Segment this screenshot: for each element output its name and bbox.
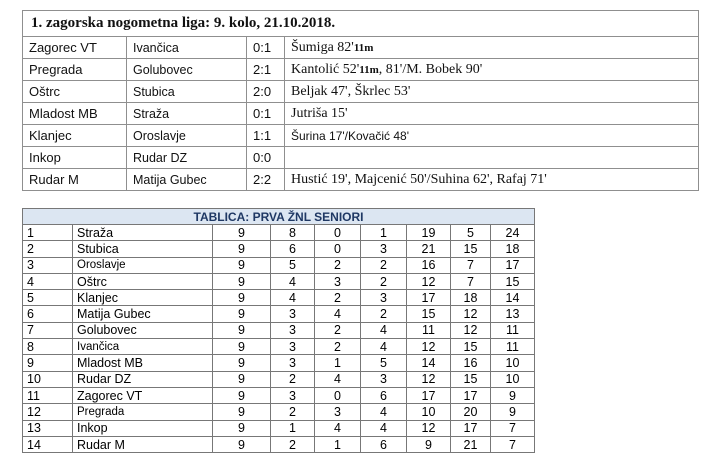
standings-row [23, 306, 535, 322]
wins-cell: 2 [271, 371, 315, 387]
club-name: Inkop [73, 420, 213, 436]
points-cell: 7 [491, 420, 535, 436]
home-team: Oštrc [23, 81, 127, 103]
goals-for-cell: 12 [407, 371, 451, 387]
match-row [23, 81, 699, 103]
club-name: Mladost MB [73, 355, 213, 371]
rank-cell: 8 [23, 339, 73, 355]
wins-cell: 3 [271, 387, 315, 403]
home-team: Inkop [23, 147, 127, 169]
rank-cell: 7 [23, 322, 73, 338]
rank-cell: 3 [23, 257, 73, 273]
match-row [23, 37, 699, 59]
results-table [22, 10, 699, 191]
standings-row [23, 355, 535, 371]
losses-cell: 3 [361, 371, 407, 387]
losses-cell: 4 [361, 404, 407, 420]
home-team: Rudar M [23, 169, 127, 191]
club-name: Oštrc [73, 273, 213, 289]
standings-row [23, 371, 535, 387]
goals-for-cell: 9 [407, 436, 451, 452]
club-name: Zagorec VT [73, 387, 213, 403]
played-cell: 9 [213, 257, 271, 273]
results-title-row [23, 11, 699, 37]
match-row [23, 125, 699, 147]
points-cell: 10 [491, 371, 535, 387]
goals-for-cell: 19 [407, 225, 451, 241]
rank-cell: 4 [23, 273, 73, 289]
played-cell: 9 [213, 273, 271, 289]
club-name: Pregrada [73, 404, 213, 420]
wins-cell: 3 [271, 355, 315, 371]
wins-cell: 6 [271, 241, 315, 257]
played-cell: 9 [213, 436, 271, 452]
played-cell: 9 [213, 241, 271, 257]
home-team: Pregrada [23, 59, 127, 81]
rank-cell: 1 [23, 225, 73, 241]
played-cell: 9 [213, 290, 271, 306]
scorers-text: Kantolić 52' [291, 61, 360, 77]
draws-cell: 2 [315, 257, 361, 273]
match-score: 2:2 [247, 169, 285, 191]
match-row [23, 169, 699, 191]
played-cell: 9 [213, 322, 271, 338]
draws-cell: 2 [315, 339, 361, 355]
draws-cell: 4 [315, 306, 361, 322]
home-team: Mladost MB [23, 103, 127, 125]
goals-against-cell: 7 [451, 273, 491, 289]
goals-against-cell: 15 [451, 241, 491, 257]
away-team: Rudar DZ [127, 147, 247, 169]
played-cell: 9 [213, 339, 271, 355]
goals-for-cell: 12 [407, 339, 451, 355]
goals-against-cell: 16 [451, 355, 491, 371]
draws-cell: 0 [315, 241, 361, 257]
match-scorers [285, 147, 699, 169]
away-team: Golubovec [127, 59, 247, 81]
draws-cell: 0 [315, 225, 361, 241]
losses-cell: 2 [361, 257, 407, 273]
match-scorers [285, 37, 699, 59]
goals-against-cell: 12 [451, 306, 491, 322]
goals-for-cell: 15 [407, 306, 451, 322]
match-score: 2:0 [247, 81, 285, 103]
standings-table [22, 208, 535, 453]
match-score: 0:1 [247, 37, 285, 59]
club-name: Oroslavje [73, 257, 213, 273]
rank-cell: 9 [23, 355, 73, 371]
goals-against-cell: 20 [451, 404, 491, 420]
club-name: Klanjec [73, 290, 213, 306]
goals-for-cell: 17 [407, 387, 451, 403]
match-scorers: Šurina 17'/Kovačić 48' [285, 125, 699, 147]
points-cell: 17 [491, 257, 535, 273]
match-scorers: Jutriša 15' [285, 103, 699, 125]
points-cell: 15 [491, 273, 535, 289]
goals-against-cell: 17 [451, 387, 491, 403]
match-score: 0:0 [247, 147, 285, 169]
standings-row [23, 420, 535, 436]
played-cell: 9 [213, 387, 271, 403]
rank-cell: 13 [23, 420, 73, 436]
standings-row [23, 273, 535, 289]
match-row [23, 59, 699, 81]
losses-cell: 2 [361, 273, 407, 289]
goals-for-cell: 12 [407, 273, 451, 289]
wins-cell: 2 [271, 404, 315, 420]
wins-cell: 3 [271, 306, 315, 322]
match-score: 1:1 [247, 125, 285, 147]
played-cell: 9 [213, 225, 271, 241]
losses-cell: 5 [361, 355, 407, 371]
away-team: Straža [127, 103, 247, 125]
draws-cell: 0 [315, 387, 361, 403]
club-name: Straža [73, 225, 213, 241]
losses-cell: 4 [361, 322, 407, 338]
goals-against-cell: 5 [451, 225, 491, 241]
results-title: 1. zagorska nogometna liga: 9. kolo, 21.10.2018. [23, 11, 699, 37]
away-team: Oroslavje [127, 125, 247, 147]
penalty-mark: 11m [353, 41, 374, 54]
match-score: 0:1 [247, 103, 285, 125]
club-name: Ivančica [73, 339, 213, 355]
goals-against-cell: 15 [451, 371, 491, 387]
wins-cell: 4 [271, 290, 315, 306]
goals-for-cell: 10 [407, 404, 451, 420]
wins-cell: 3 [271, 339, 315, 355]
standings-row [23, 436, 535, 452]
scorers-text-rest: , 81'/M. Bobek 90' [378, 61, 483, 77]
club-name: Stubica [73, 241, 213, 257]
rank-cell: 14 [23, 436, 73, 452]
standings-row [23, 387, 535, 403]
wins-cell: 5 [271, 257, 315, 273]
rank-cell: 5 [23, 290, 73, 306]
points-cell: 11 [491, 322, 535, 338]
points-cell: 13 [491, 306, 535, 322]
played-cell: 9 [213, 371, 271, 387]
played-cell: 9 [213, 404, 271, 420]
rank-cell: 11 [23, 387, 73, 403]
away-team: Stubica [127, 81, 247, 103]
rank-cell: 12 [23, 404, 73, 420]
home-team: Zagorec VT [23, 37, 127, 59]
points-cell: 14 [491, 290, 535, 306]
goals-against-cell: 21 [451, 436, 491, 452]
match-row [23, 147, 699, 169]
standings-header-row [23, 209, 535, 225]
points-cell: 7 [491, 436, 535, 452]
draws-cell: 2 [315, 290, 361, 306]
rank-cell: 10 [23, 371, 73, 387]
played-cell: 9 [213, 355, 271, 371]
losses-cell: 2 [361, 306, 407, 322]
goals-for-cell: 17 [407, 290, 451, 306]
points-cell: 11 [491, 339, 535, 355]
points-cell: 9 [491, 404, 535, 420]
goals-against-cell: 18 [451, 290, 491, 306]
match-row [23, 103, 699, 125]
club-name: Matija Gubec [73, 306, 213, 322]
wins-cell: 8 [271, 225, 315, 241]
losses-cell: 4 [361, 339, 407, 355]
wins-cell: 1 [271, 420, 315, 436]
points-cell: 10 [491, 355, 535, 371]
match-score: 2:1 [247, 59, 285, 81]
match-scorers [285, 59, 699, 81]
draws-cell: 1 [315, 436, 361, 452]
points-cell: 18 [491, 241, 535, 257]
rank-cell: 6 [23, 306, 73, 322]
match-scorers: Hustić 19', Majcenić 50'/Suhina 62', Rafaj 71' [285, 169, 699, 191]
club-name: Rudar DZ [73, 371, 213, 387]
losses-cell: 1 [361, 225, 407, 241]
wins-cell: 3 [271, 322, 315, 338]
goals-against-cell: 12 [451, 322, 491, 338]
standings-title: TABLICA: PRVA ŽNL SENIORI [23, 209, 535, 225]
losses-cell: 6 [361, 436, 407, 452]
goals-for-cell: 14 [407, 355, 451, 371]
standings-row [23, 225, 535, 241]
points-cell: 9 [491, 387, 535, 403]
goals-against-cell: 15 [451, 339, 491, 355]
played-cell: 9 [213, 420, 271, 436]
standings-row [23, 257, 535, 273]
away-team: Ivančica [127, 37, 247, 59]
club-name: Rudar M [73, 436, 213, 452]
goals-against-cell: 17 [451, 420, 491, 436]
standings-row [23, 241, 535, 257]
draws-cell: 4 [315, 420, 361, 436]
draws-cell: 3 [315, 404, 361, 420]
draws-cell: 3 [315, 273, 361, 289]
goals-for-cell: 12 [407, 420, 451, 436]
losses-cell: 6 [361, 387, 407, 403]
penalty-mark: 11m [359, 63, 379, 76]
losses-cell: 3 [361, 290, 407, 306]
losses-cell: 4 [361, 420, 407, 436]
match-scorers: Beljak 47', Škrlec 53' [285, 81, 699, 103]
draws-cell: 1 [315, 355, 361, 371]
wins-cell: 2 [271, 436, 315, 452]
draws-cell: 4 [315, 371, 361, 387]
standings-row [23, 404, 535, 420]
home-team: Klanjec [23, 125, 127, 147]
standings-row [23, 339, 535, 355]
standings-row [23, 322, 535, 338]
scorers-text: Šumiga 82' [291, 39, 354, 55]
losses-cell: 3 [361, 241, 407, 257]
points-cell: 24 [491, 225, 535, 241]
away-team: Matija Gubec [127, 169, 247, 191]
played-cell: 9 [213, 306, 271, 322]
club-name: Golubovec [73, 322, 213, 338]
goals-for-cell: 21 [407, 241, 451, 257]
standings-row [23, 290, 535, 306]
rank-cell: 2 [23, 241, 73, 257]
goals-for-cell: 11 [407, 322, 451, 338]
goals-against-cell: 7 [451, 257, 491, 273]
wins-cell: 4 [271, 273, 315, 289]
goals-for-cell: 16 [407, 257, 451, 273]
standings-section [22, 208, 534, 453]
draws-cell: 2 [315, 322, 361, 338]
